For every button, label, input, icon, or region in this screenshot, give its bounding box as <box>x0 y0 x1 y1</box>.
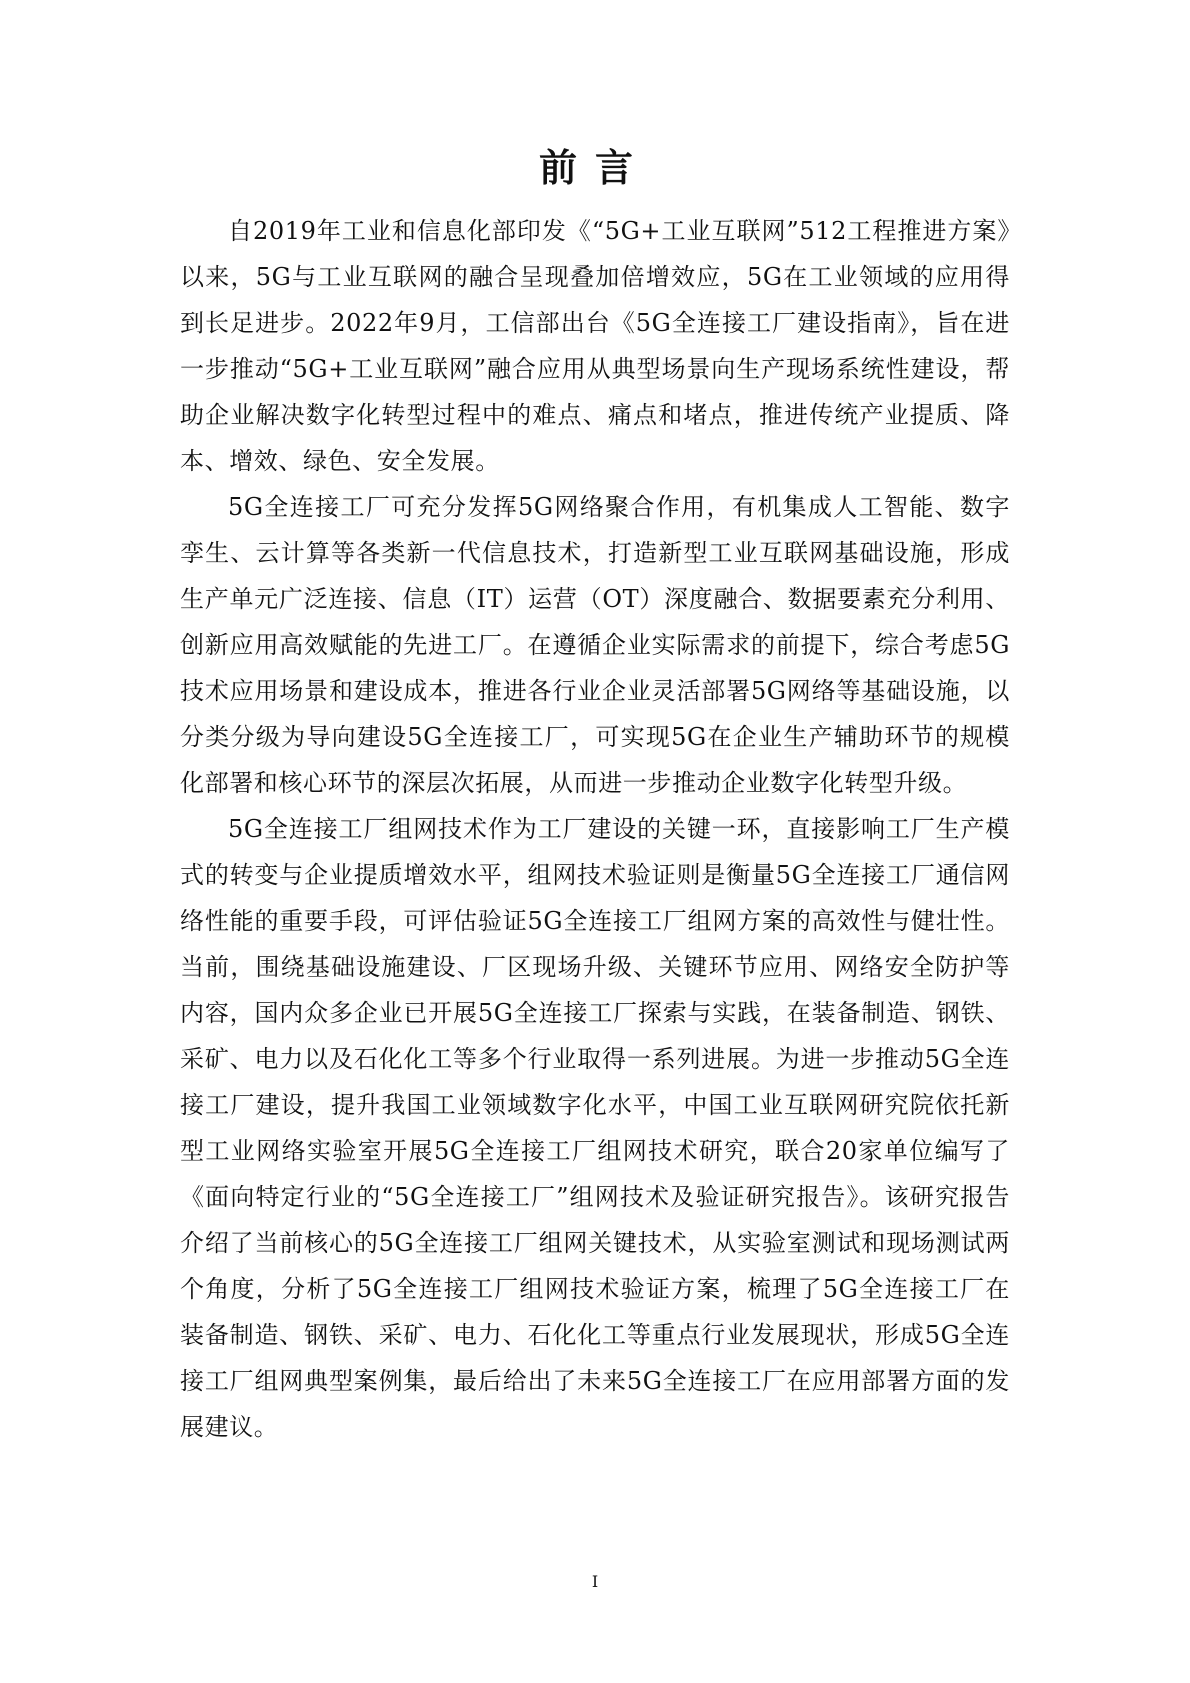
page-number: I <box>591 1572 599 1591</box>
body-text <box>180 208 1010 1450</box>
paragraph-3: 5G全连接工厂组网技术作为工厂建设的关键一环，直接影响工厂生产模式的转变与企业提质增效水平，组网技术验证则是衡量5G全连接工厂通信网络性能的重要手段，可评估验证5G全连接工厂组网方案的高效性与健壮性。当前，围绕基础设施建设、厂区现场升级、关键环节应用、网络安全防护等内容，国内众多企业已开展5G全连接工厂探索与实践，在装备制造、钢铁、采矿、电力以及石化化工等多个行业取得一系列进展。为进一步推动5G全连接工厂建设，提升我国工业领域数字化水平，中国工业互联网研究院依托新型工业网络实验室开展5G全连接工厂组网技术研究，联合20家单位编写了《面向特定行业的“5G全连接工厂”组网技术及验证研究报告》。该研究报告介绍了当前核心的5G全连接工厂组网关键技术，从实验室测试和现场测试两个角度，分析了5G全连接工厂组网技术验证方案，梳理了5G全连接工厂在装备制造、钢铁、采矿、电力、石化化工等重点行业发展现状，形成5G全连接工厂组网典型案例集，最后给出了未来5G全连接工厂在应用部署方面的发展建议。 <box>180 815 1010 1441</box>
paragraph-2: 5G全连接工厂可充分发挥5G网络聚合作用，有机集成人工智能、数字孪生、云计算等各类新一代信息技术，打造新型工业互联网基础设施，形成生产单元广泛连接、信息（IT）运营（OT）深度融合、数据要素充分利用、创新应用高效赋能的先进工厂。在遵循企业实际需求的前提下，综合考虑5G技术应用场景和建设成本，推进各行业企业灵活部署5G网络等基础设施，以分类分级为导向建设5G全连接工厂，可实现5G在企业生产辅助环节的规模化部署和核心环节的深层次拓展，从而进一步推动企业数字化转型升级。 <box>180 493 1010 797</box>
paragraph-1: 自2019年工业和信息化部印发《“5G+工业互联网”512工程推进方案》以来，5G与工业互联网的融合呈现叠加倍增效应，5G在工业领域的应用得到长足进步。2022年9月，工信部出台《5G全连接工厂建设指南》，旨在进一步推动“5G+工业互联网”融合应用从典型场景向生产现场系统性建设，帮助企业解决数字化转型过程中的难点、痛点和堵点，推进传统产业提质、降本、增效、绿色、安全发展。 <box>180 217 1010 475</box>
page-title: 前言 <box>538 146 651 190</box>
